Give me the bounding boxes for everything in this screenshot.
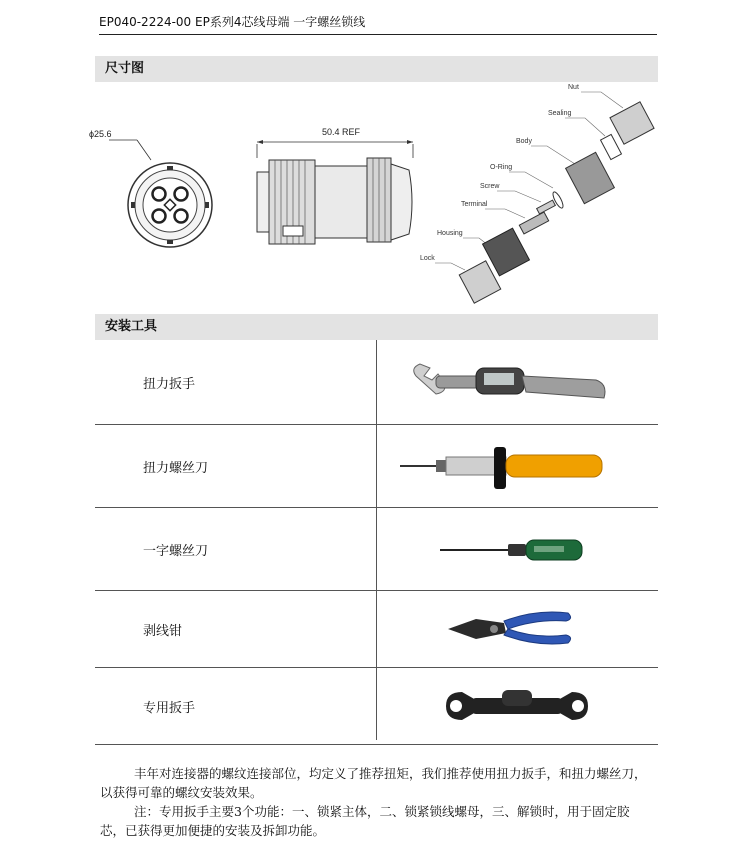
tool-name: 一字螺丝刀 [143, 543, 209, 559]
tools-section-title: 安装工具 [105, 319, 158, 334]
exploded-view [420, 84, 654, 303]
tool-name: 专用扳手 [143, 700, 196, 716]
tools-section-header [95, 314, 658, 340]
wire-stripper-icon [376, 591, 658, 667]
part-label-o-ring: O-Ring [490, 164, 513, 171]
table-row [95, 668, 658, 745]
table-row [95, 591, 658, 668]
notes-paragraph-1 [100, 764, 652, 802]
flat-screwdriver-icon [376, 508, 658, 590]
part-label-nut: Nut [568, 84, 579, 91]
notes-text-2: 注：专用扳手主要3个功能：一、锁紧主体，二、锁紧锁线螺母，三、解锁时，用于固定胶芯，已获得更加便捷的安装及拆卸功能。 [100, 804, 630, 838]
part-label-housing: Housing [437, 230, 463, 237]
document-title: EP040-2224-00 EP系列4芯线母端 一字螺丝锁线 [99, 15, 366, 29]
part-label-screw: Screw [480, 183, 500, 190]
table-row [95, 508, 658, 591]
tool-name: 扭力扳手 [143, 376, 196, 392]
torque-wrench-icon [376, 340, 658, 424]
notes-paragraph-2 [100, 802, 652, 840]
part-label-lock: Lock [420, 255, 435, 262]
part-label-body: Body [516, 138, 532, 145]
table-row [95, 425, 658, 508]
notes-text-1: 丰年对连接器的螺纹连接部位，均定义了推荐扭矩，我们推荐使用扭力扳手，和扭力螺丝刀，以获得可靠的螺纹安装效果。 [100, 766, 647, 800]
document-header [99, 10, 657, 35]
tool-name: 剥线钳 [143, 623, 183, 639]
torque-screwdriver-icon [376, 425, 658, 507]
length-label: 50.4 REF [322, 127, 361, 137]
dimensions-section-header [95, 56, 658, 82]
tools-table [95, 340, 658, 745]
connector-front-view [89, 129, 212, 247]
table-row [95, 340, 658, 425]
tool-name: 扭力螺丝刀 [143, 460, 209, 476]
dimensions-section-title: 尺寸图 [105, 61, 145, 76]
part-label-sealing: Sealing [548, 110, 572, 117]
connector-side-view [257, 127, 413, 244]
part-label-terminal: Terminal [461, 201, 488, 208]
diameter-label: ϕ25.6 [89, 129, 112, 139]
dimension-drawing [89, 84, 658, 312]
special-wrench-icon [376, 668, 658, 744]
